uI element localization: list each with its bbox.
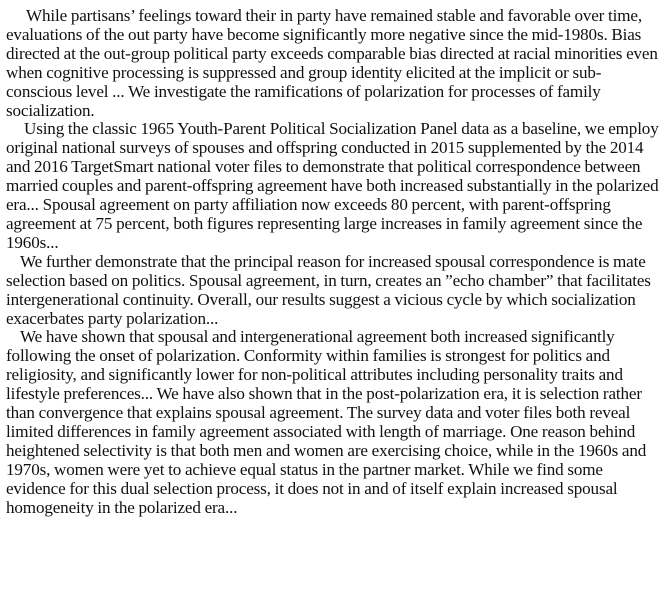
document-body [6, 7, 662, 517]
paragraph-mate-selection: We further demonstrate that the principal reason for increased spousal correspondence is mate selection based on politics. Spousal agreement, in turn, creates an ”echo chamber” that facilitates intergenerational continuity. Overall, our results suggest a vicious cycle by which socialization exacerbates party polarization... [6, 251, 651, 328]
paragraph-intro: While partisans’ feelings toward their in party have remained stable and favorable over time, evaluations of the out party have become significantly more negative since the mid-1980s. Bias directed at the out-group political party exceeds comparable bias directed at racial minorities even when cognitive processing is suppressed and group identity elicited at the implicit or sub-conscious level ... We investigate the ramifications of polarization for processes of family socialization. [6, 6, 658, 120]
paragraph-findings: We have shown that spousal and intergenerational agreement both increased significantly following the onset of polarization. Conformity within families is strongest for politics and religiosity, and significantly lower for non-political attributes including personality traits and lifestyle preferences... We have also shown that in the post-polarization era, it is selection rather than convergence that explains spousal agreement. The survey data and voter files both reveal limited differences in family agreement associated with length of marriage. One reason behind heightened selectivity is that both men and women are exercising choice, while in the 1960s and 1970s, women were yet to achieve equal status in the partner market. While we find some evidence for this dual selection process, it does not in and of itself explain increased spousal homogeneity in the polarized era... [6, 327, 647, 517]
paragraph-data-and-methods: Using the classic 1965 Youth-Parent Political Socialization Panel data as a baseline, we employ original national surveys of spouses and offspring conducted in 2015 supplemented by the 2014 and 2016 TargetSmart national voter files to demonstrate that political correspondence between married couples and parent-offspring agreement have both increased substantially in the polarized era... Spousal agreement on party affiliation now exceeds 80 percent, with parent-offspring agreement at 75 percent, both figures representing large increases in family agreement since the 1960s... [6, 119, 659, 252]
